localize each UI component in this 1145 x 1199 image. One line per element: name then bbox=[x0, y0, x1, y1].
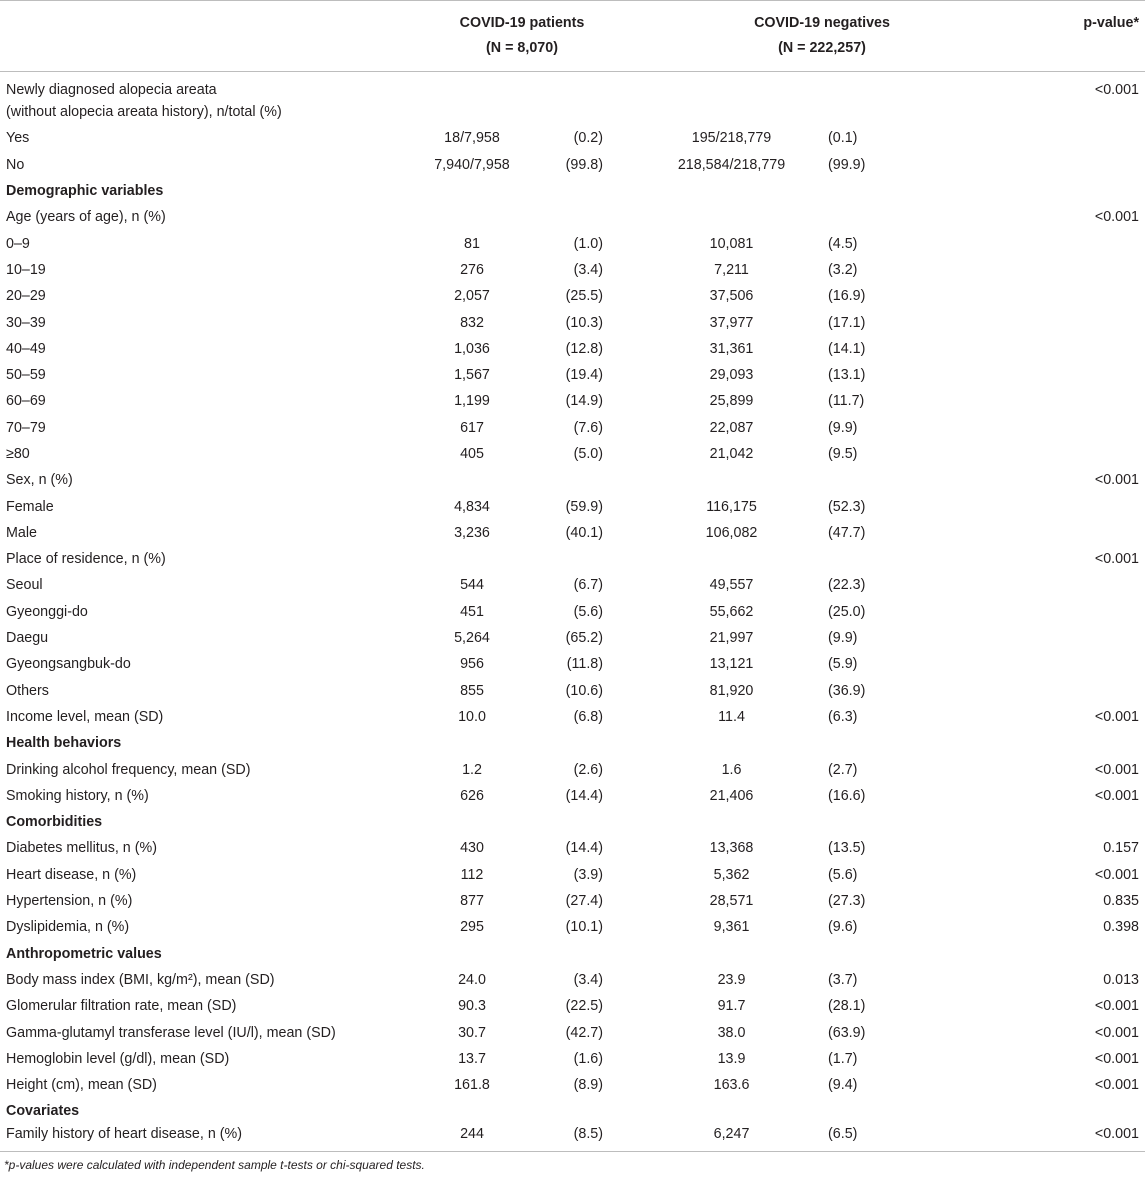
cell-pv bbox=[997, 336, 1145, 362]
cell-label: Diabetes mellitus, n (%) bbox=[6, 840, 157, 857]
cell-p1: (22.5) bbox=[565, 998, 604, 1015]
cell-v1: 405 bbox=[460, 446, 484, 462]
cell-p1: (6.8) bbox=[573, 708, 604, 725]
cell-v2 bbox=[647, 1098, 812, 1124]
table-row bbox=[0, 1046, 1145, 1072]
cell-pv bbox=[997, 230, 1145, 256]
cell-p1 bbox=[527, 204, 647, 230]
cell-p1: (27.4) bbox=[565, 893, 604, 910]
cell-v2 bbox=[647, 204, 812, 230]
table-body bbox=[0, 72, 1145, 1152]
cell-p1: (99.8) bbox=[565, 156, 604, 173]
cell-p2 bbox=[812, 941, 997, 967]
group2-n: (N = 222,257) bbox=[778, 40, 866, 56]
cell-p1 bbox=[527, 730, 647, 756]
cell-v1 bbox=[397, 204, 527, 230]
table-header bbox=[0, 1, 1145, 72]
cell-v1 bbox=[397, 1098, 527, 1124]
cell-v2: 10,081 bbox=[709, 235, 754, 252]
cell-v1: 13.7 bbox=[458, 1050, 486, 1067]
cell-v1: 3,236 bbox=[454, 524, 490, 541]
table-row bbox=[0, 441, 1145, 467]
cell-v1 bbox=[397, 467, 527, 493]
cell-p2: (28.1) bbox=[828, 998, 866, 1015]
cell-v1: 4,834 bbox=[454, 498, 490, 515]
cell-label: Gyeonggi-do bbox=[6, 603, 88, 620]
cell-label: Drinking alcohol frequency, mean (SD) bbox=[6, 761, 251, 778]
cell-v2 bbox=[647, 178, 812, 204]
cell-p2 bbox=[812, 99, 997, 125]
cell-label: Heart disease, n (%) bbox=[6, 866, 137, 883]
cell-v2 bbox=[647, 99, 812, 125]
table-row bbox=[0, 125, 1145, 151]
cell-pv bbox=[997, 809, 1145, 835]
cell-p2 bbox=[812, 72, 997, 100]
cell-v1: 877 bbox=[460, 893, 484, 910]
cell-v2: 1.6 bbox=[721, 761, 742, 778]
cell-v1: 295 bbox=[460, 919, 484, 936]
cell-label: Seoul bbox=[6, 577, 43, 594]
cell-p1: (19.4) bbox=[565, 367, 604, 384]
table-row bbox=[0, 546, 1145, 572]
table-row bbox=[0, 1072, 1145, 1098]
cell-p2: (0.1) bbox=[828, 130, 858, 147]
cell-p1: (3.9) bbox=[573, 866, 604, 883]
cell-p1: (65.2) bbox=[565, 630, 604, 647]
cell-p2: (5.9) bbox=[828, 656, 858, 673]
cell-v1: 430 bbox=[460, 840, 484, 857]
table-row bbox=[0, 204, 1145, 230]
cell-v1: 1,567 bbox=[454, 367, 490, 384]
cell-pv: <0.001 bbox=[1094, 551, 1140, 568]
cell-p2: (1.7) bbox=[828, 1050, 858, 1067]
cell-p1: (14.9) bbox=[565, 393, 604, 410]
cell-label: No bbox=[6, 156, 25, 173]
cell-v2: 38.0 bbox=[717, 1024, 746, 1041]
cell-label: Daegu bbox=[6, 630, 49, 647]
cell-p1 bbox=[527, 941, 647, 967]
cell-pv: 0.157 bbox=[1103, 840, 1140, 857]
cell-label: Hemoglobin level (g/dl), mean (SD) bbox=[6, 1050, 230, 1067]
cell-v2: 37,977 bbox=[709, 314, 754, 331]
cell-p2: (9.6) bbox=[828, 919, 858, 936]
group2-name: COVID-19 negatives bbox=[754, 15, 890, 31]
cell-v2: 13.9 bbox=[717, 1050, 746, 1067]
cell-v2: 37,506 bbox=[709, 288, 754, 305]
cell-p2: (3.2) bbox=[828, 261, 858, 278]
table-row bbox=[0, 362, 1145, 388]
cell-v2: 23.9 bbox=[717, 971, 746, 988]
cell-p2: (27.3) bbox=[828, 893, 866, 910]
cell-p1: (5.6) bbox=[573, 603, 604, 620]
section-heading-row bbox=[0, 941, 1145, 967]
cell-pv: <0.001 bbox=[1094, 209, 1140, 226]
table-row bbox=[0, 388, 1145, 414]
cell-p2: (13.1) bbox=[828, 367, 866, 384]
cell-label: Newly diagnosed alopecia areata bbox=[6, 82, 217, 98]
table-row bbox=[0, 888, 1145, 914]
cell-v1: 544 bbox=[460, 577, 484, 594]
cell-p2 bbox=[812, 730, 997, 756]
cell-v2: 21,997 bbox=[709, 630, 754, 647]
cell-v1: 276 bbox=[460, 261, 484, 278]
cell-pv bbox=[997, 678, 1145, 704]
cell-pv: <0.001 bbox=[1094, 472, 1140, 489]
table-row bbox=[0, 257, 1145, 283]
cell-v1: 626 bbox=[460, 787, 484, 804]
cell-label: Demographic variables bbox=[6, 183, 164, 200]
cell-p2: (14.1) bbox=[828, 340, 866, 357]
cell-p2: (22.3) bbox=[828, 577, 866, 594]
cell-v1 bbox=[397, 99, 527, 125]
cell-v2: 5,362 bbox=[713, 866, 750, 883]
cell-p2: (11.7) bbox=[828, 393, 865, 410]
cell-v1: 30.7 bbox=[458, 1024, 486, 1041]
cell-v1 bbox=[397, 178, 527, 204]
cell-pv: <0.001 bbox=[1094, 998, 1140, 1015]
table-footnote: *p-values were calculated with independent sample t-tests or chi-squared tests. bbox=[4, 1157, 425, 1172]
cell-v1: 855 bbox=[460, 682, 484, 699]
cell-v1 bbox=[397, 941, 527, 967]
cell-v2: 218,584/218,779 bbox=[677, 156, 786, 173]
section-heading-row bbox=[0, 730, 1145, 756]
cell-p1 bbox=[527, 178, 647, 204]
cell-pv bbox=[997, 651, 1145, 677]
cell-v1: 18/7,958 bbox=[444, 130, 500, 147]
cell-p1: (2.6) bbox=[573, 761, 604, 778]
cell-label: Female bbox=[6, 498, 54, 515]
group1-name: COVID-19 patients bbox=[459, 15, 585, 31]
cell-pv: <0.001 bbox=[1094, 787, 1140, 804]
cell-pv bbox=[997, 362, 1145, 388]
cell-label: 20–29 bbox=[6, 288, 46, 305]
section-heading-row bbox=[0, 809, 1145, 835]
cell-label: Comorbidities bbox=[6, 814, 103, 831]
cell-pv: <0.001 bbox=[1094, 82, 1140, 98]
cell-label: Age (years of age), n (%) bbox=[6, 209, 166, 226]
cell-pv: 0.013 bbox=[1103, 971, 1140, 988]
cell-p1: (10.6) bbox=[565, 682, 604, 699]
section-heading-row bbox=[0, 1098, 1145, 1124]
cell-v1: 832 bbox=[460, 314, 484, 331]
cell-p1: (14.4) bbox=[565, 840, 604, 857]
cell-p1: (40.1) bbox=[565, 524, 604, 541]
cell-pv: <0.001 bbox=[1094, 708, 1140, 725]
cell-label: Male bbox=[6, 524, 37, 541]
table-row bbox=[0, 99, 1145, 125]
cell-label: 30–39 bbox=[6, 314, 46, 331]
table-row bbox=[0, 415, 1145, 441]
cell-pv bbox=[997, 415, 1145, 441]
cell-p2 bbox=[812, 178, 997, 204]
cell-p1: (25.5) bbox=[565, 288, 604, 305]
table-row bbox=[0, 230, 1145, 256]
cell-p2 bbox=[812, 809, 997, 835]
cell-pv bbox=[997, 520, 1145, 546]
section-heading-row bbox=[0, 178, 1145, 204]
table-row bbox=[0, 862, 1145, 888]
cell-p2: (16.9) bbox=[828, 288, 866, 305]
cell-v2: 22,087 bbox=[709, 419, 754, 436]
table-row bbox=[0, 914, 1145, 940]
cell-p2: (63.9) bbox=[828, 1024, 866, 1041]
cell-v1: 161.8 bbox=[454, 1077, 490, 1094]
cell-pv bbox=[997, 283, 1145, 309]
cell-v1: 956 bbox=[460, 656, 484, 673]
cell-pv: <0.001 bbox=[1094, 761, 1140, 778]
cell-v2: 11.4 bbox=[718, 708, 745, 725]
header-covid-negatives bbox=[647, 1, 997, 72]
table-row bbox=[0, 651, 1145, 677]
cell-pv bbox=[997, 178, 1145, 204]
cell-p1: (8.9) bbox=[573, 1077, 604, 1094]
cell-pv bbox=[997, 99, 1145, 125]
cell-v2: 6,247 bbox=[647, 1125, 812, 1152]
table-row bbox=[0, 967, 1145, 993]
cell-p1: (12.8) bbox=[565, 340, 604, 357]
cell-pv: <0.001 bbox=[1094, 1077, 1140, 1094]
cell-p2: (9.9) bbox=[828, 419, 858, 436]
cell-label: Height (cm), mean (SD) bbox=[6, 1077, 157, 1094]
cell-pv: <0.001 bbox=[1094, 1024, 1140, 1041]
cell-pv: <0.001 bbox=[1094, 866, 1140, 883]
cell-p1 bbox=[527, 99, 647, 125]
cell-p1: (42.7) bbox=[565, 1024, 604, 1041]
table-row bbox=[0, 783, 1145, 809]
cell-label: Anthropometric values bbox=[6, 945, 162, 962]
cell-p2 bbox=[812, 1098, 997, 1124]
cell-p2 bbox=[812, 204, 997, 230]
table-row bbox=[0, 599, 1145, 625]
cell-p2: (6.5) bbox=[812, 1125, 997, 1152]
cell-p2: (13.5) bbox=[828, 840, 866, 857]
group1-n: (N = 8,070) bbox=[486, 40, 558, 56]
cell-v2: 195/218,779 bbox=[691, 130, 772, 147]
cell-label: Health behaviors bbox=[6, 735, 122, 752]
table-row bbox=[0, 993, 1145, 1019]
cell-p1: (3.4) bbox=[573, 971, 604, 988]
cell-label: Smoking history, n (%) bbox=[6, 787, 149, 804]
cell-p1: (0.2) bbox=[573, 130, 604, 147]
cell-v2: 29,093 bbox=[709, 367, 754, 384]
cell-pv: 0.835 bbox=[1103, 893, 1140, 910]
cell-v1: 112 bbox=[460, 866, 484, 883]
cell-p1 bbox=[527, 546, 647, 572]
header-empty-cell bbox=[0, 1, 397, 72]
cell-v2: 21,042 bbox=[709, 446, 754, 462]
cell-v2 bbox=[647, 730, 812, 756]
cell-p2: (6.3) bbox=[828, 708, 858, 725]
cell-v1: 1.2 bbox=[462, 761, 482, 778]
cell-v1 bbox=[397, 546, 527, 572]
cell-v1 bbox=[397, 730, 527, 756]
cell-label: Sex, n (%) bbox=[6, 472, 73, 489]
table-row bbox=[0, 152, 1145, 178]
cell-v1: 90.3 bbox=[458, 998, 486, 1015]
cell-p1: (8.5) bbox=[527, 1125, 647, 1152]
cell-p1: (14.4) bbox=[565, 787, 604, 804]
cell-pv bbox=[997, 152, 1145, 178]
cell-pv bbox=[997, 309, 1145, 335]
cell-p2: (2.7) bbox=[828, 761, 858, 778]
table-row bbox=[0, 1125, 1145, 1152]
cell-label: 60–69 bbox=[6, 393, 46, 410]
cell-v2: 116,175 bbox=[706, 498, 757, 515]
cell-v2: 25,899 bbox=[709, 393, 754, 410]
cell-label: Others bbox=[6, 682, 49, 699]
cell-p2 bbox=[812, 467, 997, 493]
cell-pv bbox=[997, 493, 1145, 519]
cell-label: Hypertension, n (%) bbox=[6, 893, 133, 910]
header-p-value: p-value* bbox=[997, 1, 1145, 72]
cell-pv bbox=[997, 257, 1145, 283]
cell-label: 50–59 bbox=[6, 367, 46, 384]
table-row bbox=[0, 572, 1145, 598]
cell-v2: 81,920 bbox=[709, 682, 754, 699]
cell-pv bbox=[997, 572, 1145, 598]
cell-pv: <0.001 bbox=[1094, 1050, 1140, 1067]
cell-pv: <0.001 bbox=[997, 1125, 1145, 1152]
cell-p2: (36.9) bbox=[828, 682, 866, 699]
cell-pv bbox=[997, 125, 1145, 151]
cell-label: Body mass index (BMI, kg/m²), mean (SD) bbox=[6, 971, 275, 988]
cell-v2 bbox=[647, 72, 812, 100]
cell-label: Yes bbox=[6, 130, 30, 147]
cell-label: 0–9 bbox=[6, 235, 30, 252]
cell-label: 40–49 bbox=[6, 340, 46, 357]
table-row bbox=[0, 756, 1145, 782]
cell-v1: 1,199 bbox=[454, 393, 490, 410]
cell-label: Covariates bbox=[6, 1103, 80, 1120]
cell-p1: (5.0) bbox=[573, 446, 604, 462]
cell-p2: (52.3) bbox=[828, 498, 866, 515]
cell-p2: (47.7) bbox=[828, 524, 866, 541]
cell-pv bbox=[997, 941, 1145, 967]
cell-v1 bbox=[397, 72, 527, 100]
cell-p1 bbox=[527, 72, 647, 100]
cell-v1 bbox=[397, 809, 527, 835]
cell-v1: 10.0 bbox=[458, 708, 486, 725]
cell-v2: 13,121 bbox=[709, 656, 754, 673]
cell-pv bbox=[997, 599, 1145, 625]
cell-v2: 49,557 bbox=[709, 577, 754, 594]
cell-v2: 9,361 bbox=[713, 919, 750, 936]
table-row bbox=[0, 336, 1145, 362]
cell-p2: (9.4) bbox=[828, 1077, 858, 1094]
cell-v1: 81 bbox=[464, 235, 480, 252]
cell-label: (without alopecia areata history), n/total (%) bbox=[6, 104, 282, 121]
table-row bbox=[0, 309, 1145, 335]
cell-v2 bbox=[647, 809, 812, 835]
table-row bbox=[0, 704, 1145, 730]
table-row bbox=[0, 678, 1145, 704]
cell-v2: 91.7 bbox=[717, 998, 746, 1015]
cell-p1 bbox=[527, 809, 647, 835]
cell-p2: (3.7) bbox=[828, 971, 858, 988]
cell-p1: (3.4) bbox=[573, 261, 604, 278]
cell-v2: 106,082 bbox=[705, 524, 758, 541]
cell-p2: (9.5) bbox=[828, 446, 858, 462]
cell-v1: 244 bbox=[397, 1125, 527, 1152]
cell-p2: (9.9) bbox=[828, 630, 858, 647]
cell-v1: 24.0 bbox=[458, 971, 486, 988]
cell-label: Gyeongsangbuk-do bbox=[6, 656, 131, 673]
cell-v1: 5,264 bbox=[454, 630, 490, 647]
cell-p2: (25.0) bbox=[828, 603, 866, 620]
table-row bbox=[0, 283, 1145, 309]
cell-label: 70–79 bbox=[6, 419, 46, 436]
cell-p2: (4.5) bbox=[828, 235, 858, 252]
cell-p1: (11.8) bbox=[566, 656, 604, 673]
cell-v2 bbox=[647, 546, 812, 572]
cell-v2: 7,211 bbox=[714, 261, 749, 278]
cell-pv: 0.398 bbox=[1103, 919, 1140, 936]
cell-p1: (7.6) bbox=[573, 419, 604, 436]
cell-pv bbox=[997, 1098, 1145, 1124]
cell-p2: (5.6) bbox=[828, 866, 858, 883]
cell-p1: (1.6) bbox=[573, 1050, 604, 1067]
cell-v2: 13,368 bbox=[709, 840, 754, 857]
table-row bbox=[0, 520, 1145, 546]
cell-p2: (16.6) bbox=[828, 787, 866, 804]
cell-p1: (6.7) bbox=[573, 577, 604, 594]
cell-pv bbox=[997, 730, 1145, 756]
cell-p2 bbox=[812, 546, 997, 572]
cell-label: Income level, mean (SD) bbox=[6, 708, 164, 725]
cell-label: 10–19 bbox=[6, 261, 46, 278]
table-row bbox=[0, 1019, 1145, 1045]
cell-p2: (99.9) bbox=[828, 156, 866, 173]
cell-v1: 617 bbox=[460, 419, 484, 436]
cell-p1: (10.3) bbox=[565, 314, 604, 331]
cell-label: Family history of heart disease, n (%) bbox=[0, 1125, 397, 1152]
table-row bbox=[0, 625, 1145, 651]
cell-v2: 28,571 bbox=[709, 893, 754, 910]
cell-label: Dyslipidemia, n (%) bbox=[6, 919, 130, 936]
cell-p1: (1.0) bbox=[573, 235, 604, 252]
cell-pv bbox=[997, 388, 1145, 414]
cell-label: Gamma-glutamyl transferase level (IU/l), mean (SD) bbox=[6, 1024, 336, 1041]
cell-p1: (10.1) bbox=[565, 919, 604, 936]
cell-p1 bbox=[527, 1098, 647, 1124]
cell-v2: 31,361 bbox=[709, 340, 754, 357]
cell-v2 bbox=[647, 941, 812, 967]
cell-v2: 55,662 bbox=[709, 603, 754, 620]
table-row bbox=[0, 493, 1145, 519]
table-row bbox=[0, 835, 1145, 861]
table-row bbox=[0, 467, 1145, 493]
cell-pv bbox=[997, 625, 1145, 651]
cell-p2: (17.1) bbox=[828, 314, 866, 331]
cell-v2: 163.6 bbox=[713, 1077, 750, 1094]
cell-v1: 451 bbox=[460, 603, 484, 620]
cell-p1 bbox=[527, 467, 647, 493]
cell-v2 bbox=[647, 467, 812, 493]
cell-v1: 7,940/7,958 bbox=[434, 156, 510, 173]
cell-label: Glomerular filtration rate, mean (SD) bbox=[6, 998, 237, 1015]
cell-v1: 1,036 bbox=[454, 340, 490, 357]
table-row bbox=[0, 72, 1145, 100]
cell-pv bbox=[997, 441, 1145, 467]
cell-v2: 21,406 bbox=[709, 787, 754, 804]
cell-p1: (59.9) bbox=[565, 498, 604, 515]
cell-v1: 2,057 bbox=[454, 288, 490, 305]
header-covid-patients bbox=[397, 1, 647, 72]
cell-label: ≥80 bbox=[6, 446, 30, 462]
cell-label: Place of residence, n (%) bbox=[6, 551, 166, 568]
